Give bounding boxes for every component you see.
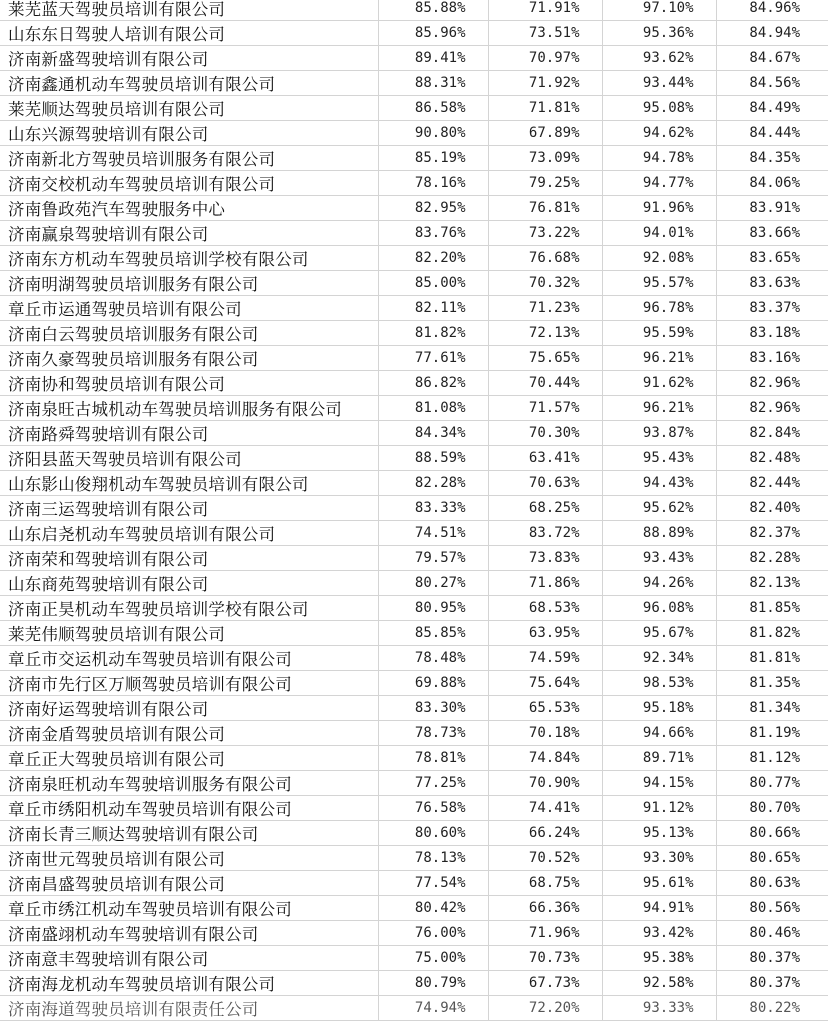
rate-3-cell[interactable]: 93.30%	[602, 846, 716, 871]
overall-rate-cell[interactable]: 80.37%	[716, 971, 828, 996]
overall-rate-cell[interactable]: 81.85%	[716, 596, 828, 621]
rate-1-cell[interactable]: 81.82%	[378, 321, 488, 346]
table-row[interactable]	[0, 471, 828, 496]
rate-2-cell[interactable]: 70.18%	[488, 721, 602, 746]
table-row[interactable]	[0, 821, 828, 846]
rate-2-cell[interactable]: 71.92%	[488, 71, 602, 96]
table-row[interactable]	[0, 546, 828, 571]
overall-rate-cell[interactable]: 82.96%	[716, 371, 828, 396]
rate-2-cell[interactable]: 68.75%	[488, 871, 602, 896]
overall-rate-cell[interactable]: 84.06%	[716, 171, 828, 196]
school-name-cell[interactable]: 章丘市绣江机动车驾驶员培训有限公司	[0, 896, 378, 921]
rate-2-cell[interactable]: 74.41%	[488, 796, 602, 821]
table-row[interactable]	[0, 496, 828, 521]
table-row[interactable]	[0, 146, 828, 171]
rate-2-cell[interactable]: 71.23%	[488, 296, 602, 321]
rate-1-cell[interactable]: 82.20%	[378, 246, 488, 271]
overall-rate-cell[interactable]: 82.37%	[716, 521, 828, 546]
table-row[interactable]	[0, 346, 828, 371]
rate-3-cell[interactable]: 95.59%	[602, 321, 716, 346]
overall-rate-cell[interactable]: 83.63%	[716, 271, 828, 296]
table-row[interactable]	[0, 446, 828, 471]
overall-rate-cell[interactable]: 82.40%	[716, 496, 828, 521]
rate-1-cell[interactable]: 74.94%	[378, 996, 488, 1021]
rate-2-cell[interactable]: 76.81%	[488, 196, 602, 221]
school-name-cell[interactable]: 山东东日驾驶人培训有限公司	[0, 21, 378, 46]
rate-2-cell[interactable]: 72.13%	[488, 321, 602, 346]
school-name-cell[interactable]: 济南明湖驾驶员培训服务有限公司	[0, 271, 378, 296]
school-name-cell[interactable]: 济南意丰驾驶培训有限公司	[0, 946, 378, 971]
school-name-cell[interactable]: 山东商苑驾驶培训有限公司	[0, 571, 378, 596]
rate-3-cell[interactable]: 93.62%	[602, 46, 716, 71]
rate-1-cell[interactable]: 88.59%	[378, 446, 488, 471]
rate-2-cell[interactable]: 71.91%	[488, 0, 602, 21]
overall-rate-cell[interactable]: 84.67%	[716, 46, 828, 71]
rate-1-cell[interactable]: 85.19%	[378, 146, 488, 171]
overall-rate-cell[interactable]: 84.35%	[716, 146, 828, 171]
overall-rate-cell[interactable]: 80.70%	[716, 796, 828, 821]
school-name-cell[interactable]: 济南赢泉驾驶培训有限公司	[0, 221, 378, 246]
table-row[interactable]	[0, 971, 828, 996]
rate-1-cell[interactable]: 89.41%	[378, 46, 488, 71]
overall-rate-cell[interactable]: 84.96%	[716, 0, 828, 21]
table-row[interactable]	[0, 21, 828, 46]
rate-2-cell[interactable]: 74.84%	[488, 746, 602, 771]
overall-rate-cell[interactable]: 82.28%	[716, 546, 828, 571]
school-name-cell[interactable]: 济南交校机动车驾驶员培训有限公司	[0, 171, 378, 196]
rate-1-cell[interactable]: 88.31%	[378, 71, 488, 96]
rate-3-cell[interactable]: 95.61%	[602, 871, 716, 896]
rate-1-cell[interactable]: 82.11%	[378, 296, 488, 321]
rate-3-cell[interactable]: 94.62%	[602, 121, 716, 146]
table-row[interactable]	[0, 421, 828, 446]
rate-3-cell[interactable]: 97.10%	[602, 0, 716, 21]
rate-3-cell[interactable]: 93.33%	[602, 996, 716, 1021]
table-row[interactable]	[0, 721, 828, 746]
rate-1-cell[interactable]: 83.76%	[378, 221, 488, 246]
school-name-cell[interactable]: 济南协和驾驶员培训有限公司	[0, 371, 378, 396]
school-name-cell[interactable]: 济南东方机动车驾驶员培训学校有限公司	[0, 246, 378, 271]
table-row[interactable]	[0, 296, 828, 321]
school-name-cell[interactable]: 济南久豪驾驶员培训服务有限公司	[0, 346, 378, 371]
rate-1-cell[interactable]: 83.30%	[378, 696, 488, 721]
school-name-cell[interactable]: 济南路舜驾驶培训有限公司	[0, 421, 378, 446]
rate-2-cell[interactable]: 63.41%	[488, 446, 602, 471]
rate-1-cell[interactable]: 83.33%	[378, 496, 488, 521]
table-row[interactable]	[0, 196, 828, 221]
table-row[interactable]	[0, 696, 828, 721]
rate-2-cell[interactable]: 70.97%	[488, 46, 602, 71]
overall-rate-cell[interactable]: 83.65%	[716, 246, 828, 271]
rate-2-cell[interactable]: 76.68%	[488, 246, 602, 271]
rate-2-cell[interactable]: 65.53%	[488, 696, 602, 721]
overall-rate-cell[interactable]: 84.94%	[716, 21, 828, 46]
rate-3-cell[interactable]: 95.67%	[602, 621, 716, 646]
rate-2-cell[interactable]: 71.96%	[488, 921, 602, 946]
rate-1-cell[interactable]: 78.73%	[378, 721, 488, 746]
rate-2-cell[interactable]: 68.53%	[488, 596, 602, 621]
rate-1-cell[interactable]: 80.60%	[378, 821, 488, 846]
rate-1-cell[interactable]: 77.25%	[378, 771, 488, 796]
rate-3-cell[interactable]: 95.38%	[602, 946, 716, 971]
rate-1-cell[interactable]: 78.13%	[378, 846, 488, 871]
rate-3-cell[interactable]: 95.62%	[602, 496, 716, 521]
table-row[interactable]	[0, 596, 828, 621]
rate-3-cell[interactable]: 93.43%	[602, 546, 716, 571]
school-name-cell[interactable]: 济南海道驾驶员培训有限责任公司	[0, 996, 378, 1021]
overall-rate-cell[interactable]: 80.66%	[716, 821, 828, 846]
overall-rate-cell[interactable]: 81.12%	[716, 746, 828, 771]
overall-rate-cell[interactable]: 82.84%	[716, 421, 828, 446]
table-row[interactable]	[0, 921, 828, 946]
rate-3-cell[interactable]: 91.96%	[602, 196, 716, 221]
table-row[interactable]	[0, 121, 828, 146]
overall-rate-cell[interactable]: 81.82%	[716, 621, 828, 646]
rate-3-cell[interactable]: 94.15%	[602, 771, 716, 796]
rate-1-cell[interactable]: 74.51%	[378, 521, 488, 546]
rate-1-cell[interactable]: 90.80%	[378, 121, 488, 146]
school-name-cell[interactable]: 山东启尧机动车驾驶员培训有限公司	[0, 521, 378, 546]
rate-1-cell[interactable]: 79.57%	[378, 546, 488, 571]
rate-3-cell[interactable]: 94.01%	[602, 221, 716, 246]
rate-3-cell[interactable]: 96.21%	[602, 396, 716, 421]
rate-1-cell[interactable]: 80.79%	[378, 971, 488, 996]
rate-1-cell[interactable]: 80.42%	[378, 896, 488, 921]
table-row[interactable]	[0, 996, 828, 1021]
rate-2-cell[interactable]: 63.95%	[488, 621, 602, 646]
table-row[interactable]	[0, 46, 828, 71]
table-row[interactable]	[0, 221, 828, 246]
overall-rate-cell[interactable]: 80.65%	[716, 846, 828, 871]
rate-3-cell[interactable]: 96.78%	[602, 296, 716, 321]
rate-2-cell[interactable]: 73.22%	[488, 221, 602, 246]
rate-2-cell[interactable]: 70.30%	[488, 421, 602, 446]
school-name-cell[interactable]: 济南鲁政苑汽车驾驶服务中心	[0, 196, 378, 221]
overall-rate-cell[interactable]: 80.22%	[716, 996, 828, 1021]
table-row[interactable]	[0, 796, 828, 821]
rate-2-cell[interactable]: 70.63%	[488, 471, 602, 496]
rate-3-cell[interactable]: 93.42%	[602, 921, 716, 946]
overall-rate-cell[interactable]: 81.35%	[716, 671, 828, 696]
table-row[interactable]	[0, 0, 828, 21]
school-name-cell[interactable]: 济南海龙机动车驾驶员培训有限公司	[0, 971, 378, 996]
rate-3-cell[interactable]: 96.08%	[602, 596, 716, 621]
rate-1-cell[interactable]: 75.00%	[378, 946, 488, 971]
table-row[interactable]	[0, 521, 828, 546]
rate-1-cell[interactable]: 76.58%	[378, 796, 488, 821]
school-name-cell[interactable]: 济南昌盛驾驶员培训有限公司	[0, 871, 378, 896]
rate-2-cell[interactable]: 66.24%	[488, 821, 602, 846]
rate-2-cell[interactable]: 70.52%	[488, 846, 602, 871]
rate-2-cell[interactable]: 73.83%	[488, 546, 602, 571]
rate-3-cell[interactable]: 98.53%	[602, 671, 716, 696]
rate-3-cell[interactable]: 96.21%	[602, 346, 716, 371]
rate-3-cell[interactable]: 94.43%	[602, 471, 716, 496]
rate-3-cell[interactable]: 95.18%	[602, 696, 716, 721]
table-row[interactable]	[0, 71, 828, 96]
school-name-cell[interactable]: 莱芜顺达驾驶员培训有限公司	[0, 96, 378, 121]
rate-3-cell[interactable]: 93.87%	[602, 421, 716, 446]
rate-3-cell[interactable]: 89.71%	[602, 746, 716, 771]
rate-3-cell[interactable]: 92.08%	[602, 246, 716, 271]
table-row[interactable]	[0, 246, 828, 271]
table-row[interactable]	[0, 671, 828, 696]
rate-1-cell[interactable]: 82.28%	[378, 471, 488, 496]
overall-rate-cell[interactable]: 80.37%	[716, 946, 828, 971]
rate-3-cell[interactable]: 95.13%	[602, 821, 716, 846]
rate-3-cell[interactable]: 93.44%	[602, 71, 716, 96]
school-name-cell[interactable]: 章丘市运通驾驶员培训有限公司	[0, 296, 378, 321]
rate-3-cell[interactable]: 91.62%	[602, 371, 716, 396]
school-name-cell[interactable]: 济南世元驾驶员培训有限公司	[0, 846, 378, 871]
rate-3-cell[interactable]: 95.36%	[602, 21, 716, 46]
table-row[interactable]	[0, 271, 828, 296]
school-name-cell[interactable]: 章丘市交运机动车驾驶员培训有限公司	[0, 646, 378, 671]
rate-1-cell[interactable]: 84.34%	[378, 421, 488, 446]
overall-rate-cell[interactable]: 80.46%	[716, 921, 828, 946]
overall-rate-cell[interactable]: 81.19%	[716, 721, 828, 746]
school-name-cell[interactable]: 济南白云驾驶员培训服务有限公司	[0, 321, 378, 346]
table-row[interactable]	[0, 871, 828, 896]
rate-2-cell[interactable]: 71.57%	[488, 396, 602, 421]
rate-1-cell[interactable]: 80.27%	[378, 571, 488, 596]
school-name-cell[interactable]: 莱芜蓝天驾驶员培训有限公司	[0, 0, 378, 21]
overall-rate-cell[interactable]: 80.77%	[716, 771, 828, 796]
rate-3-cell[interactable]: 95.57%	[602, 271, 716, 296]
overall-rate-cell[interactable]: 83.66%	[716, 221, 828, 246]
table-row[interactable]	[0, 646, 828, 671]
rate-3-cell[interactable]: 91.12%	[602, 796, 716, 821]
rate-1-cell[interactable]: 78.48%	[378, 646, 488, 671]
rate-3-cell[interactable]: 95.08%	[602, 96, 716, 121]
school-name-cell[interactable]: 莱芜伟顺驾驶员培训有限公司	[0, 621, 378, 646]
rate-2-cell[interactable]: 79.25%	[488, 171, 602, 196]
overall-rate-cell[interactable]: 81.34%	[716, 696, 828, 721]
overall-rate-cell[interactable]: 83.37%	[716, 296, 828, 321]
rate-2-cell[interactable]: 70.90%	[488, 771, 602, 796]
rate-3-cell[interactable]: 94.77%	[602, 171, 716, 196]
overall-rate-cell[interactable]: 82.13%	[716, 571, 828, 596]
rate-1-cell[interactable]: 80.95%	[378, 596, 488, 621]
overall-rate-cell[interactable]: 82.44%	[716, 471, 828, 496]
table-row[interactable]	[0, 321, 828, 346]
rate-2-cell[interactable]: 71.86%	[488, 571, 602, 596]
overall-rate-cell[interactable]: 84.44%	[716, 121, 828, 146]
rate-1-cell[interactable]: 85.96%	[378, 21, 488, 46]
school-name-cell[interactable]: 济南荣和驾驶培训有限公司	[0, 546, 378, 571]
overall-rate-cell[interactable]: 84.49%	[716, 96, 828, 121]
rate-1-cell[interactable]: 69.88%	[378, 671, 488, 696]
rate-2-cell[interactable]: 67.73%	[488, 971, 602, 996]
rate-2-cell[interactable]: 75.65%	[488, 346, 602, 371]
table-row[interactable]	[0, 771, 828, 796]
rate-1-cell[interactable]: 77.61%	[378, 346, 488, 371]
table-row[interactable]	[0, 946, 828, 971]
school-name-cell[interactable]: 济南盛翊机动车驾驶培训有限公司	[0, 921, 378, 946]
table-row[interactable]	[0, 571, 828, 596]
rate-3-cell[interactable]: 95.43%	[602, 446, 716, 471]
rate-2-cell[interactable]: 74.59%	[488, 646, 602, 671]
overall-rate-cell[interactable]: 81.81%	[716, 646, 828, 671]
rate-2-cell[interactable]: 66.36%	[488, 896, 602, 921]
table-row[interactable]	[0, 746, 828, 771]
rate-3-cell[interactable]: 88.89%	[602, 521, 716, 546]
table-row[interactable]	[0, 896, 828, 921]
rate-1-cell[interactable]: 86.82%	[378, 371, 488, 396]
school-name-cell[interactable]: 章丘市绣阳机动车驾驶员培训有限公司	[0, 796, 378, 821]
rate-2-cell[interactable]: 73.51%	[488, 21, 602, 46]
rate-1-cell[interactable]: 77.54%	[378, 871, 488, 896]
rate-1-cell[interactable]: 85.00%	[378, 271, 488, 296]
overall-rate-cell[interactable]: 82.96%	[716, 396, 828, 421]
rate-2-cell[interactable]: 70.73%	[488, 946, 602, 971]
table-row[interactable]	[0, 846, 828, 871]
table-row[interactable]	[0, 621, 828, 646]
rate-3-cell[interactable]: 94.78%	[602, 146, 716, 171]
rate-2-cell[interactable]: 72.20%	[488, 996, 602, 1021]
overall-rate-cell[interactable]: 83.18%	[716, 321, 828, 346]
rate-2-cell[interactable]: 75.64%	[488, 671, 602, 696]
school-name-cell[interactable]: 济南长青三顺达驾驶培训有限公司	[0, 821, 378, 846]
school-name-cell[interactable]: 济南新北方驾驶员培训服务有限公司	[0, 146, 378, 171]
school-name-cell[interactable]: 济南鑫通机动车驾驶员培训有限公司	[0, 71, 378, 96]
table-row[interactable]	[0, 396, 828, 421]
table-row[interactable]	[0, 371, 828, 396]
rate-1-cell[interactable]: 81.08%	[378, 396, 488, 421]
rate-2-cell[interactable]: 71.81%	[488, 96, 602, 121]
school-name-cell[interactable]: 章丘正大驾驶员培训有限公司	[0, 746, 378, 771]
rate-2-cell[interactable]: 68.25%	[488, 496, 602, 521]
school-name-cell[interactable]: 济南金盾驾驶员培训有限公司	[0, 721, 378, 746]
rate-3-cell[interactable]: 94.66%	[602, 721, 716, 746]
table-row[interactable]	[0, 171, 828, 196]
rate-1-cell[interactable]: 86.58%	[378, 96, 488, 121]
rate-3-cell[interactable]: 94.91%	[602, 896, 716, 921]
overall-rate-cell[interactable]: 80.63%	[716, 871, 828, 896]
school-name-cell[interactable]: 济阳县蓝天驾驶员培训有限公司	[0, 446, 378, 471]
rate-2-cell[interactable]: 70.32%	[488, 271, 602, 296]
overall-rate-cell[interactable]: 84.56%	[716, 71, 828, 96]
school-name-cell[interactable]: 济南正昊机动车驾驶员培训学校有限公司	[0, 596, 378, 621]
rate-1-cell[interactable]: 76.00%	[378, 921, 488, 946]
rate-1-cell[interactable]: 82.95%	[378, 196, 488, 221]
school-name-cell[interactable]: 济南好运驾驶培训有限公司	[0, 696, 378, 721]
rate-1-cell[interactable]: 85.85%	[378, 621, 488, 646]
school-name-cell[interactable]: 济南市先行区万顺驾驶员培训有限公司	[0, 671, 378, 696]
overall-rate-cell[interactable]: 83.16%	[716, 346, 828, 371]
rate-1-cell[interactable]: 85.88%	[378, 0, 488, 21]
rate-3-cell[interactable]: 94.26%	[602, 571, 716, 596]
rate-3-cell[interactable]: 92.58%	[602, 971, 716, 996]
rate-3-cell[interactable]: 92.34%	[602, 646, 716, 671]
overall-rate-cell[interactable]: 80.56%	[716, 896, 828, 921]
school-name-cell[interactable]: 山东影山俊翔机动车驾驶员培训有限公司	[0, 471, 378, 496]
school-name-cell[interactable]: 济南泉旺古城机动车驾驶员培训服务有限公司	[0, 396, 378, 421]
rate-2-cell[interactable]: 67.89%	[488, 121, 602, 146]
school-name-cell[interactable]: 济南新盛驾驶培训有限公司	[0, 46, 378, 71]
school-name-cell[interactable]: 济南三运驾驶培训有限公司	[0, 496, 378, 521]
rate-2-cell[interactable]: 73.09%	[488, 146, 602, 171]
overall-rate-cell[interactable]: 83.91%	[716, 196, 828, 221]
overall-rate-cell[interactable]: 82.48%	[716, 446, 828, 471]
school-name-cell[interactable]: 济南泉旺机动车驾驶培训服务有限公司	[0, 771, 378, 796]
school-name-cell[interactable]: 山东兴源驾驶培训有限公司	[0, 121, 378, 146]
rate-2-cell[interactable]: 70.44%	[488, 371, 602, 396]
table-row[interactable]	[0, 96, 828, 121]
rate-1-cell[interactable]: 78.81%	[378, 746, 488, 771]
rate-2-cell[interactable]: 83.72%	[488, 521, 602, 546]
rate-1-cell[interactable]: 78.16%	[378, 171, 488, 196]
